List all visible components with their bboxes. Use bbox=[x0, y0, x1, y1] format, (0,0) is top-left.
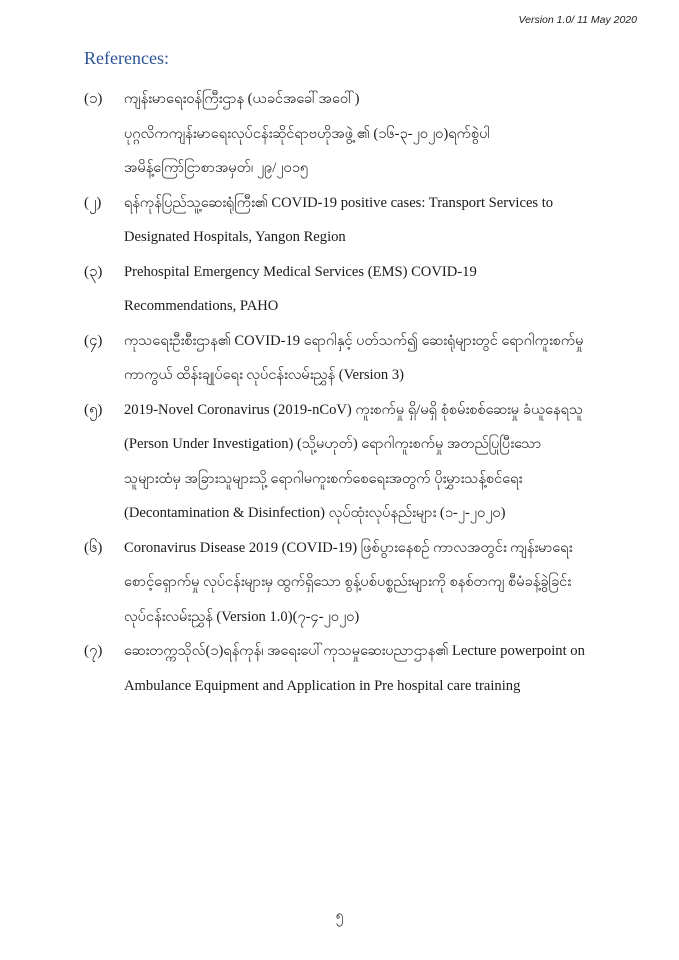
reference-text bbox=[124, 634, 644, 703]
reference-line: ကျန်းမာရေးဝန်ကြီးဌာန (ယခင်အခေါ်အဝေါ်) bbox=[124, 91, 360, 107]
reference-line: အမိန့်ကြော်ငြာစာအမှတ်၊ ၂၉/၂၀၁၅ bbox=[124, 160, 309, 176]
reference-item bbox=[84, 634, 644, 703]
reference-line: ဆေးတက္ကသိုလ်(၁)ရန်ကုန်၊ အရေးပေါ်ကုသမှုဆေးပညာဌာန၏ Lecture powerpoint on bbox=[124, 643, 585, 659]
reference-line: (Person Under Investigation) (သို့မဟုတ်) ရောဂါကူးစက်မှု အတည်ပြုပြီးသော bbox=[124, 436, 542, 452]
reference-number: (၃) bbox=[84, 263, 103, 280]
reference-number: (၂) bbox=[84, 194, 102, 211]
reference-line: ပုဂ္ဂလိကကျန်းမာရေးလုပ်ငန်းဆိုင်ရာဗဟိုအဖွဲ့ ၏ (၁၆-၃-၂၀၂၀)ရက်စွဲပါ bbox=[124, 125, 490, 142]
reference-line: (Decontamination & Disinfection) လုပ်ထုံးလုပ်နည်းများ (၁-၂-၂၀၂၀) bbox=[124, 505, 506, 521]
reference-line: Coronavirus Disease 2019 (COVID-19) ဖြစ်ပွားနေစဉ် ကာလအတွင်း ကျန်းမာရေး bbox=[124, 539, 573, 556]
reference-text bbox=[124, 255, 644, 324]
reference-text bbox=[124, 186, 644, 255]
reference-line: သူများထံမှ အခြားသူများသို့ ရောဂါမကူးစက်စေရေးအတွက် ပိုးမွှားသန့်စင်ရေး bbox=[124, 470, 523, 487]
reference-line: Recommendations, PAHO bbox=[124, 298, 279, 314]
reference-text bbox=[124, 82, 644, 186]
reference-line: ရန်ကုန်ပြည်သူ့ဆေးရုံကြီး၏ COVID-19 positive cases: Transport Services to bbox=[124, 194, 554, 211]
reference-item bbox=[84, 82, 644, 186]
reference-number: (၄) bbox=[84, 332, 103, 349]
reference-line: ကုသရေးဦးစီးဌာန၏ COVID-19 ရောဂါနှင့် ပတ်သက်၍ ဆေးရုံများတွင် ရောဂါကူးစက်မှု bbox=[124, 332, 584, 349]
reference-line: Designated Hospitals, Yangon Region bbox=[124, 229, 346, 245]
page-number: ၅ bbox=[335, 909, 344, 924]
reference-number: (၇) bbox=[84, 643, 103, 659]
references-list bbox=[84, 82, 644, 703]
reference-item bbox=[84, 255, 644, 324]
reference-line: 2019-Novel Coronavirus (2019-nCoV) ကူးစက်မှု ရှိ/မရှိ စုံစမ်းစစ်ဆေးမှု ခံယူနေရသူ bbox=[124, 401, 584, 418]
reference-line: လုပ်ငန်းလမ်းညွှန် (Version 1.0)(၇-၄-၂၀၂၀) bbox=[124, 608, 360, 625]
reference-line: ကာကွယ် ထိန်းချုပ်ရေး လုပ်ငန်းလမ်းညွှန် (Version 3) bbox=[124, 367, 404, 383]
reference-text bbox=[124, 393, 644, 531]
reference-text bbox=[124, 531, 644, 635]
reference-line: Prehospital Emergency Medical Services (EMS) COVID-19 bbox=[124, 263, 477, 280]
reference-text bbox=[124, 324, 644, 393]
version-label: Version 1.0/ 11 May 2020 bbox=[518, 14, 637, 26]
reference-item bbox=[84, 531, 644, 635]
reference-number: (၅) bbox=[84, 401, 103, 418]
reference-item bbox=[84, 324, 644, 393]
reference-item bbox=[84, 393, 644, 531]
reference-number: (၁) bbox=[84, 91, 103, 107]
reference-number: (၆) bbox=[84, 539, 103, 556]
reference-line: Ambulance Equipment and Application in Pre hospital care training bbox=[124, 677, 521, 694]
reference-item bbox=[84, 186, 644, 255]
references-heading: References: bbox=[84, 48, 169, 68]
reference-line: စောင့်ရှောက်မှု လုပ်ငန်းများမှ ထွက်ရှိသော စွန့်ပစ်ပစ္စည်းများကို စနစ်တကျ စီမံခန့်ခွဲခြင်း bbox=[124, 574, 571, 590]
